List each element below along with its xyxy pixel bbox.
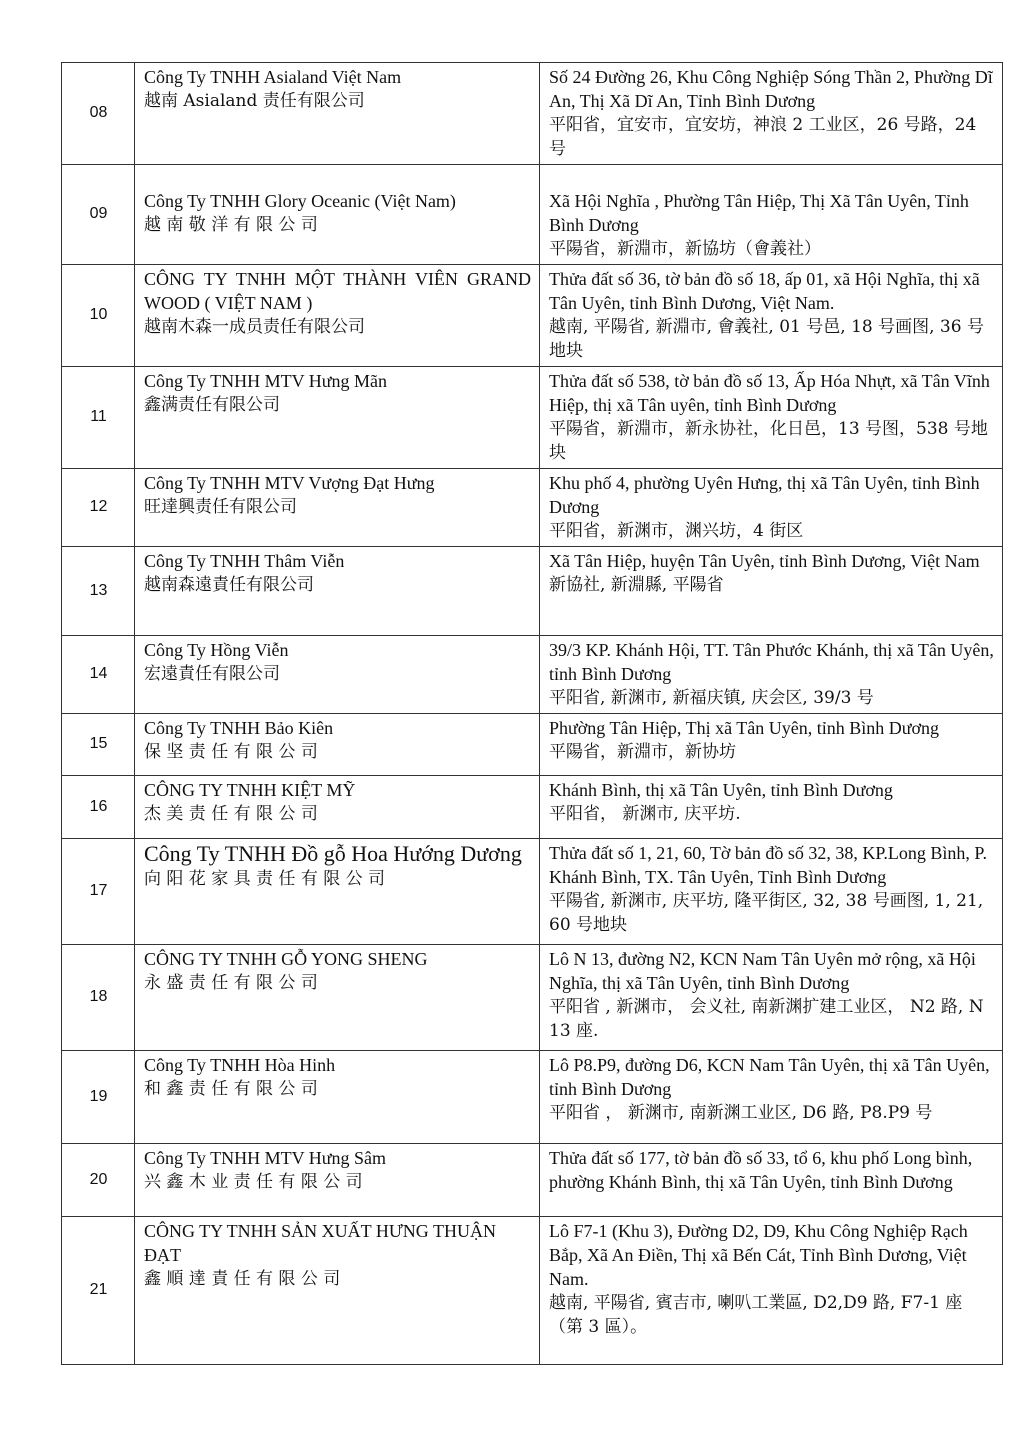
table-row bbox=[62, 63, 1003, 165]
address-cn: 平阳省, 新渊市, 新福庆镇, 庆会区, 39/3 号 bbox=[549, 688, 874, 708]
table-row bbox=[62, 1217, 1003, 1365]
address-cell bbox=[540, 1144, 1003, 1217]
address-vi: Khánh Bình, thị xã Tân Uyên, tỉnh Bình Dương bbox=[549, 780, 893, 800]
company-name-vi: Công Ty TNHH MTV Hưng Sâm bbox=[144, 1148, 387, 1168]
company-name-cell bbox=[135, 265, 540, 367]
company-name-cell bbox=[135, 839, 540, 945]
address-vi: Xã Tân Hiệp, huyện Tân Uyên, tỉnh Bình Dương, Việt Nam bbox=[549, 551, 980, 571]
row-number: 11 bbox=[62, 367, 135, 469]
address-vi: Thửa đất số 538, tờ bản đồ số 13, Ấp Hóa Nhựt, xã Tân Vĩnh Hiệp, thị xã Tân uyên, tỉnh Bình Dương bbox=[549, 371, 990, 415]
address-cell bbox=[540, 945, 1003, 1051]
company-name-vi: Công Ty TNHH Hòa Hinh bbox=[144, 1055, 336, 1075]
row-number: 09 bbox=[62, 165, 135, 265]
table-row bbox=[62, 1144, 1003, 1217]
table-row bbox=[62, 469, 1003, 547]
address-cell bbox=[540, 1217, 1003, 1365]
address-cell bbox=[540, 776, 1003, 839]
row-number: 21 bbox=[62, 1217, 135, 1365]
address-vi: Lô F7-1 (Khu 3), Đường D2, D9, Khu Công Nghiệp Rạch Bắp, Xã An Điền, Thị xã Bến Cát, Tỉnh Bình Dương, Việt Nam. bbox=[549, 1221, 968, 1289]
address-cn: 越南, 平陽省, 賓吉市, 喇叭工業區, D2,D9 路, F7-1 座（第 3 區）。 bbox=[549, 1293, 963, 1337]
company-name-cell bbox=[135, 367, 540, 469]
address-cn: 平陽省, 新渊市, 庆平坊, 隆平街区, 32, 38 号画图, 1, 21, 60 号地块 bbox=[549, 891, 984, 935]
company-name-cell bbox=[135, 1051, 540, 1144]
company-name-cn: 越南森遠責任有限公司 bbox=[144, 575, 314, 595]
table-row bbox=[62, 367, 1003, 469]
table-row bbox=[62, 636, 1003, 714]
company-name-cn: 旺達興责任有限公司 bbox=[144, 497, 297, 517]
company-name-cn: 越 南 敬 洋 有 限 公 司 bbox=[144, 215, 318, 235]
company-name-cn: 宏遠責任有限公司 bbox=[144, 664, 280, 684]
address-vi: Thửa đất số 177, tờ bản đồ số 33, tổ 6, khu phố Long bình, phường Khánh Bình, thị xã Tân Uyên, tỉnh Bình Dương bbox=[549, 1148, 973, 1192]
address-vi: Lô P8.P9, đường D6, KCN Nam Tân Uyên, thị xã Tân Uyên, tỉnh Bình Dương bbox=[549, 1055, 990, 1099]
row-number: 19 bbox=[62, 1051, 135, 1144]
company-name-cn: 越南木森一成员责任有限公司 bbox=[144, 317, 365, 337]
company-name-vi: CÔNG TY TNHH KIỆT MỸ bbox=[144, 780, 356, 800]
address-cn: 平阳省，新渊市，渊兴坊，4 街区 bbox=[549, 521, 804, 541]
table-row bbox=[62, 714, 1003, 776]
address-cell bbox=[540, 636, 1003, 714]
address-cell bbox=[540, 265, 1003, 367]
company-name-cn: 向 阳 花 家 具 责 任 有 限 公 司 bbox=[144, 869, 386, 889]
table-row bbox=[62, 839, 1003, 945]
company-name-vi: Công Ty TNHH MTV Vượng Đạt Hưng bbox=[144, 473, 435, 493]
company-table bbox=[61, 62, 1003, 1365]
company-name-vi: Công Ty Hồng Viễn bbox=[144, 640, 289, 660]
address-cell bbox=[540, 547, 1003, 636]
address-cn: 越南, 平陽省, 新淵市, 會義社, 01 号邑, 18 号画图, 36 号地块 bbox=[549, 317, 984, 361]
company-name-cell bbox=[135, 547, 540, 636]
company-name-vi: CÔNG TY TNHH GỖ YONG SHENG bbox=[144, 949, 428, 969]
address-cell bbox=[540, 367, 1003, 469]
company-name-vi: Công Ty TNHH Bảo Kiên bbox=[144, 718, 334, 738]
company-name-cell bbox=[135, 776, 540, 839]
company-name-cell bbox=[135, 1217, 540, 1365]
company-name-vi: Công Ty TNHH Glory Oceanic (Việt Nam) bbox=[144, 191, 456, 211]
company-name-vi: Công Ty TNHH Đồ gỗ Hoa Hướng Dương bbox=[144, 841, 522, 866]
address-vi: Xã Hội Nghĩa , Phường Tân Hiệp, Thị Xã Tân Uyên, Tỉnh Bình Dương bbox=[549, 191, 969, 235]
company-name-vi: Công Ty TNHH Asialand Việt Nam bbox=[144, 67, 402, 87]
company-name-cn: 和 鑫 责 任 有 限 公 司 bbox=[144, 1079, 318, 1099]
address-cn: 平陽省，新淵市，新永协社，化日邑，13 号图，538 号地块 bbox=[549, 419, 988, 463]
table-row bbox=[62, 165, 1003, 265]
row-number: 14 bbox=[62, 636, 135, 714]
company-name-cn: 鑫满责任有限公司 bbox=[144, 395, 280, 415]
address-cell bbox=[540, 1051, 1003, 1144]
address-cn: 平阳省 ， 新渊市, 南新渊工业区, D6 路, P8.P9 号 bbox=[549, 1103, 933, 1123]
address-vi: Thửa đất số 1, 21, 60, Tờ bản đồ số 32, 38, KP.Long Bình, P. Khánh Bình, TX. Tân Uyên, Tỉnh Bình Dương bbox=[549, 843, 987, 887]
company-name-cn: 鑫 順 達 責 任 有 限 公 司 bbox=[144, 1269, 341, 1289]
address-cn: 平阳省 , 新渊市， 会义社, 南新渊扩建工业区， N2 路, N 13 座. bbox=[549, 997, 984, 1041]
row-number: 10 bbox=[62, 265, 135, 367]
address-cell bbox=[540, 714, 1003, 776]
company-name-cell bbox=[135, 945, 540, 1051]
table-row bbox=[62, 945, 1003, 1051]
company-name-vi: CÔNG TY TNHH SẢN XUẤT HƯNG THUẬN ĐẠT bbox=[144, 1221, 496, 1265]
address-vi: Thửa đất số 36, tờ bản đồ số 18, ấp 01, xã Hội Nghĩa, thị xã Tân Uyên, tỉnh Bình Dương, Việt Nam. bbox=[549, 269, 980, 313]
table-row bbox=[62, 1051, 1003, 1144]
address-cn: 新協社, 新淵縣, 平陽省 bbox=[549, 575, 724, 595]
company-name-vi: CÔNG TY TNHH MỘT THÀNH VIÊN GRAND WOOD ( VIỆT NAM ) bbox=[144, 269, 531, 313]
company-name-cell bbox=[135, 714, 540, 776]
address-cell bbox=[540, 63, 1003, 165]
company-name-cell bbox=[135, 165, 540, 265]
address-cell bbox=[540, 839, 1003, 945]
company-name-vi: Công Ty TNHH Thâm Viễn bbox=[144, 551, 345, 571]
company-name-cell bbox=[135, 1144, 540, 1217]
row-number: 12 bbox=[62, 469, 135, 547]
row-number: 08 bbox=[62, 63, 135, 165]
address-cell bbox=[540, 165, 1003, 265]
row-number: 13 bbox=[62, 547, 135, 636]
address-vi: Khu phố 4, phường Uyên Hưng, thị xã Tân Uyên, tỉnh Bình Dương bbox=[549, 473, 980, 517]
address-cn: 平陽省，新淵市，新協坊（會義社） bbox=[549, 239, 821, 259]
company-name-cell bbox=[135, 63, 540, 165]
address-vi: 39/3 KP. Khánh Hội, TT. Tân Phước Khánh, thị xã Tân Uyên, tỉnh Bình Dương bbox=[549, 640, 994, 684]
row-number: 18 bbox=[62, 945, 135, 1051]
company-name-cn: 保 坚 责 任 有 限 公 司 bbox=[144, 742, 318, 762]
company-name-cell bbox=[135, 636, 540, 714]
company-name-cell bbox=[135, 469, 540, 547]
row-number: 15 bbox=[62, 714, 135, 776]
row-number: 20 bbox=[62, 1144, 135, 1217]
row-number: 16 bbox=[62, 776, 135, 839]
table-row bbox=[62, 265, 1003, 367]
address-cn: 平阳省，宜安市，宜安坊，神浪 2 工业区，26 号路，24 号 bbox=[549, 115, 977, 159]
address-cn: 平陽省，新淵市，新协坊 bbox=[549, 742, 736, 762]
address-cn: 平阳省， 新渊市, 庆平坊. bbox=[549, 804, 741, 824]
company-name-cn: 越南 Asialand 责任有限公司 bbox=[144, 91, 365, 111]
table-row bbox=[62, 547, 1003, 636]
address-vi: Số 24 Đường 26, Khu Công Nghiệp Sóng Thần 2, Phường Dĩ An, Thị Xã Dĩ An, Tỉnh Bình Dương bbox=[549, 67, 993, 111]
company-name-cn: 永 盛 责 任 有 限 公 司 bbox=[144, 973, 318, 993]
address-cell bbox=[540, 469, 1003, 547]
company-name-vi: Công Ty TNHH MTV Hưng Mãn bbox=[144, 371, 388, 391]
table-row bbox=[62, 776, 1003, 839]
row-number: 17 bbox=[62, 839, 135, 945]
address-vi: Lô N 13, đường N2, KCN Nam Tân Uyên mở rộng, xã Hội Nghĩa, thị xã Tân Uyên, tỉnh Bình Dương bbox=[549, 949, 976, 993]
address-vi: Phường Tân Hiệp, Thị xã Tân Uyên, tỉnh Bình Dương bbox=[549, 718, 940, 738]
company-name-cn: 杰 美 责 任 有 限 公 司 bbox=[144, 804, 318, 824]
company-name-cn: 兴 鑫 木 业 责 任 有 限 公 司 bbox=[144, 1172, 363, 1192]
